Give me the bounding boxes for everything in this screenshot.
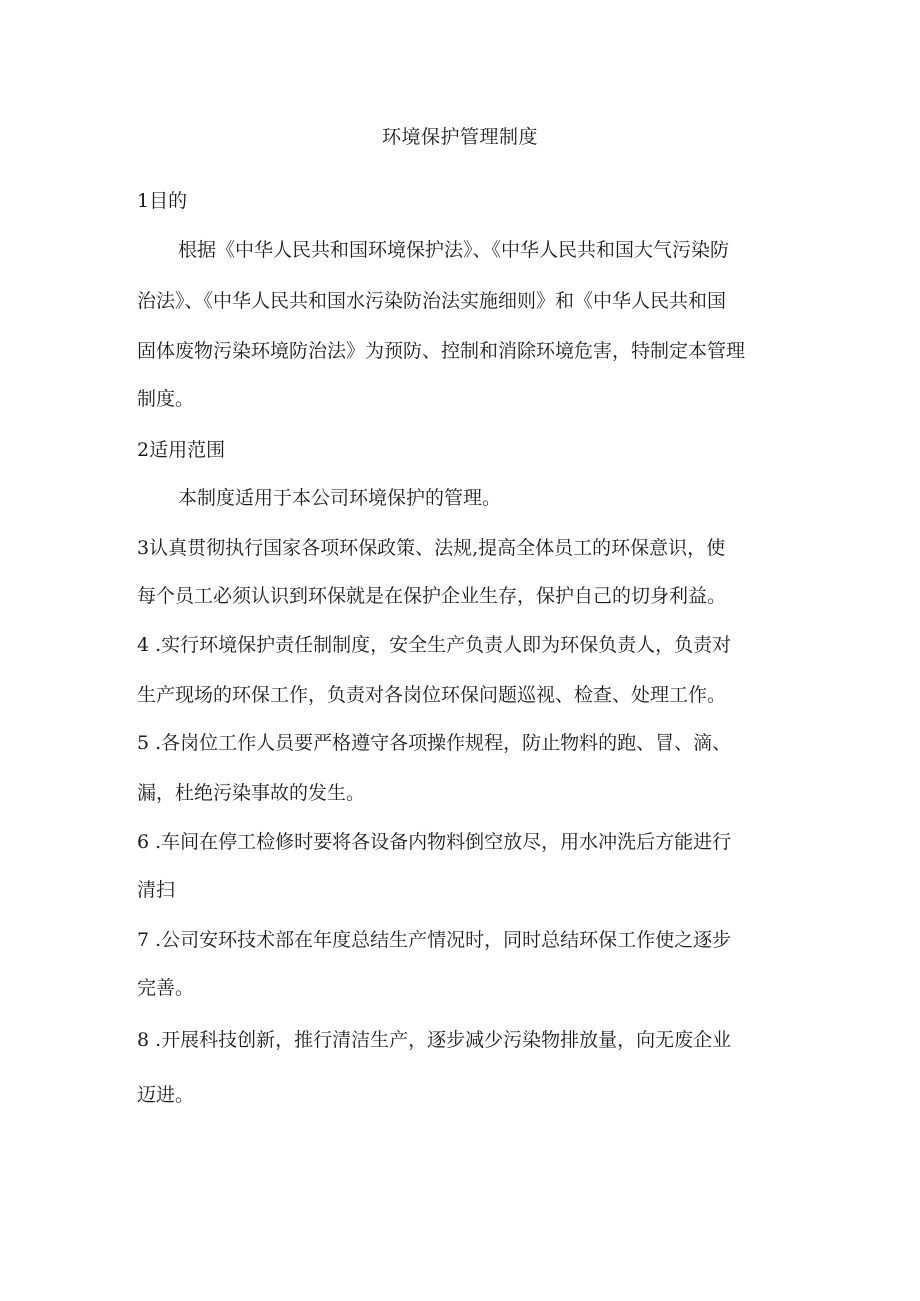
list-item-3-cont: 每个员工必须认识到环保就是在保护企业生存，保护自己的切身利益。 (137, 585, 727, 607)
list-item-6: 6 .车间在停工检修时要将各设备内物料倒空放尽，用水冲洗后方能进行 (137, 831, 732, 853)
section-heading-scope: 2适用范围 (137, 439, 226, 461)
list-item-5: 5 .各岗位工作人员要严格遵守各项操作规程，防止物料的跑、冒、滴、 (137, 732, 732, 754)
paragraph-line: 根据《中华人民共和国环境保护法》、《中华人民共和国大气污染防 (178, 239, 730, 261)
paragraph-line: 固体废物污染环境防治法》为预防、控制和消除环境危害，特制定本管理 (137, 340, 746, 362)
list-item-6-cont: 清扫 (137, 879, 176, 901)
list-item-3: 3认真贯彻执行国家各项环保政策、法规,提高全体员工的环保意识，使 (137, 537, 726, 559)
paragraph-line: 制度。 (137, 388, 195, 410)
list-item-8-cont: 迈进。 (137, 1084, 195, 1106)
section-heading-purpose: 1目的 (137, 190, 188, 212)
list-item-7: 7 .公司安环技术部在年度总结生产情况时，同时总结环保工作使之逐步 (137, 929, 732, 951)
list-item-4-cont: 生产现场的环保工作，负责对各岗位环保问题巡视、检查、处理工作。 (137, 684, 727, 706)
list-item-7-cont: 完善。 (137, 977, 195, 999)
list-item-4: 4 .实行环境保护责任制制度，安全生产负责人即为环保负责人，负责对 (137, 634, 732, 656)
paragraph-line: 本制度适用于本公司环境保护的管理。 (178, 487, 502, 509)
paragraph-line: 治法》、《中华人民共和国水污染防治法实施细则》和《中华人民共和国 (137, 290, 727, 312)
list-item-5-cont: 漏，杜绝污染事故的发生。 (137, 782, 366, 804)
list-item-8: 8 .开展科技创新，推行清洁生产，逐步减少污染物排放量，向无废企业 (137, 1029, 732, 1051)
document-title: 环境保护管理制度 (381, 126, 538, 148)
